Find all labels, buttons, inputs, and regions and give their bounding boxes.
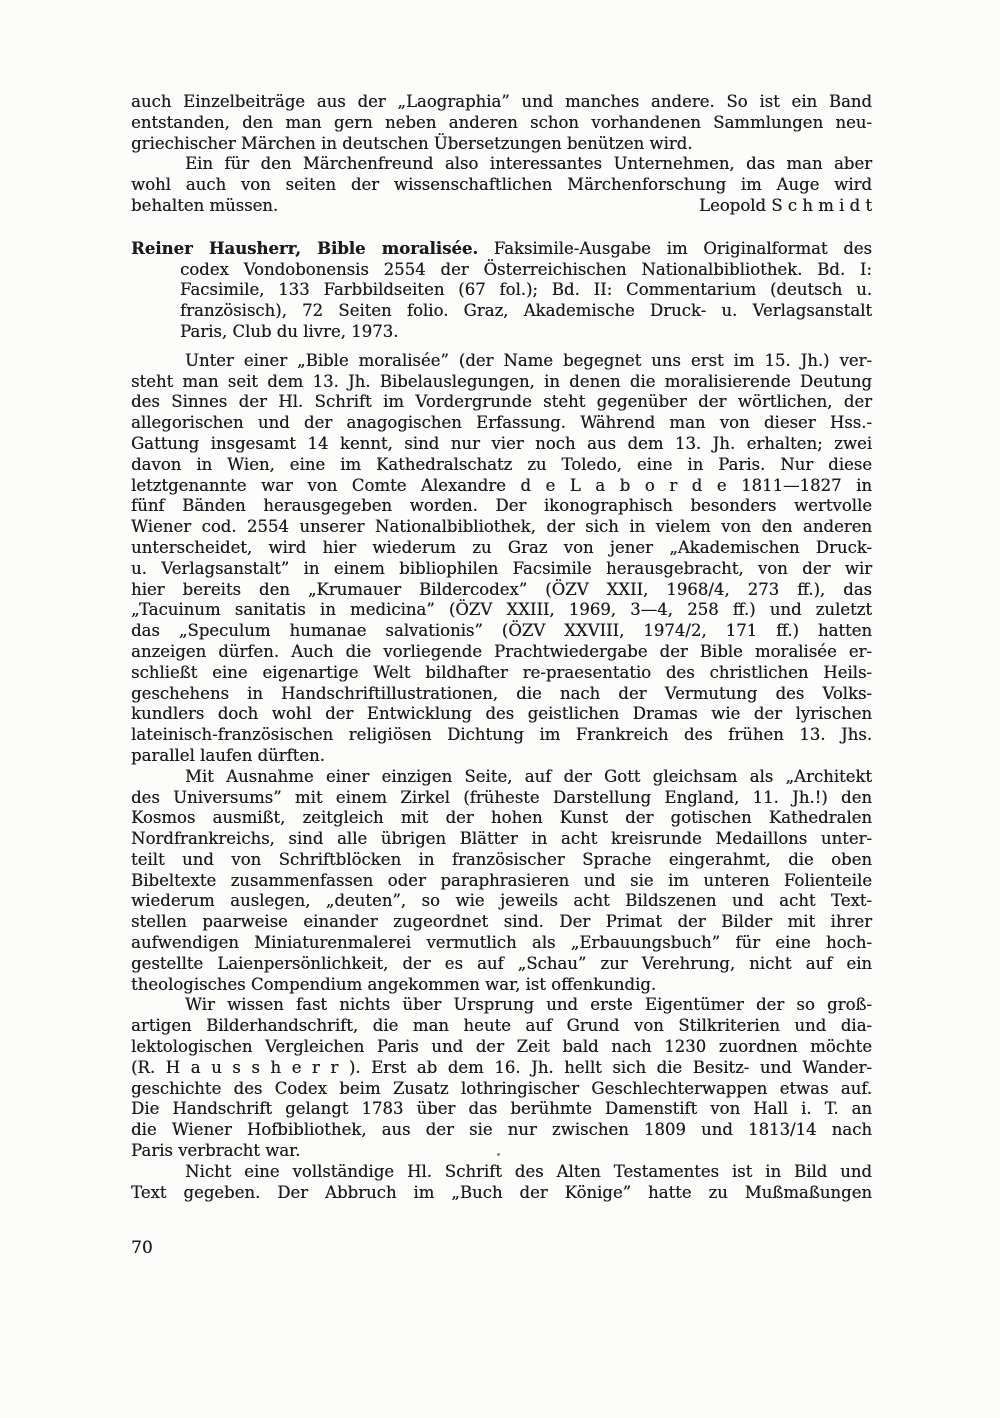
text-line: Paris, Club du livre, 1973. [180,321,399,341]
text-line: entstanden, den man gern neben anderen schon vorhandenen Sammlungen neu- [131,112,872,132]
text-line: steht man seit dem 13. Jh. Bibelauslegungen, in denen die moralisierende Deutung [131,371,872,391]
text-line: lateinisch-französischen religiösen Dichtung im Frankreich des frühen 13. Jhs. [131,725,872,745]
text-line: des Sinnes der Hl. Schrift im Vordergrunde steht gegenüber der wörtlichen, der [131,392,872,412]
text-line: Wiener cod. 2554 unserer Nationalbibliothek, der sich in vielem von den anderen [131,517,872,537]
text-line: Bibeltexte zusammenfassen oder paraphrasieren und sie im unteren Folienteile [131,870,872,890]
text-line: geschehens in Handschriftillustrationen, die nach der Vermutung des Volks- [131,683,872,703]
text-line: Die Handschrift gelangt 1783 über das berühmte Damenstift von Hall i. T. an [131,1099,872,1119]
review-paragraph-1 [131,351,872,767]
text-line: artigen Bilderhandschrift, die man heute auf Grund von Stilkriterien und dia- [131,1016,872,1036]
text-line: Gattung insgesamt 14 kennt, sind nur vier noch aus dem 13. Jh. erhalten; zwei [131,433,872,453]
text-line: (R. H a u s s h e r r ). Erst ab dem 16. Jh. hellt sich die Besitz- und Wander- [131,1057,872,1077]
text-line: des Universums” mit einem Zirkel (früheste Darstellung England, 11. Jh.!) den [131,787,872,807]
scan-speck [497,1153,500,1156]
text-line: Facsimile, 133 Farbbildseiten (67 fol.); Bd. II: Commentarium (deutsch u. [180,280,872,300]
text-line: allegorischen und der anagogischen Erfassung. Während man von dieser Hss.- [131,413,872,433]
text-line: unterscheidet, wird hier wiederum zu Graz von jener „Akademischen Druck- [131,537,872,557]
text-line: geschichte des Codex beim Zusatz lothringischer Geschlechterwappen etwas auf. [131,1078,872,1098]
line-left-text: behalten müssen. [131,195,279,215]
text-line: Unter einer „Bible moralisée” (der Name begegnet uns erst im 15. Jh.) ver- [185,350,872,370]
previous-review-closing-paragraph [131,92,872,154]
text-line: wohl auch von seiten der wissenschaftlichen Märchenforschung im Auge wird [131,175,872,195]
text-line: codex Vondobonensis 2554 der Österreichischen Nationalbibliothek. Bd. I: [180,259,872,279]
text-line: teilt und von Schriftblöcken in französischer Sprache eingerahmt, die oben [131,849,872,869]
text-line: Nordfrankreichs, sind alle übrigen Blätter in acht kreisrunde Medaillons unter- [131,829,872,849]
text-line: hier bereits den „Krumauer Bildercodex” (ÖZV XXII, 1968/4, 273 ff.), das [131,579,872,599]
text-line: letztgenannte war von Comte Alexandre d e L a b o r d e 1811—1827 in [131,475,872,495]
text-line: theologisches Compendium angekommen war, ist offenkundig. [131,974,657,994]
text-line: u. Verlagsanstalt” in einem bibliophilen Facsimile herausgebracht, von der wir [131,558,872,578]
text-block [131,92,872,1203]
text-line: lektologischen Vergleichen Paris und der Zeit bald nach 1230 zuordnen möchte [131,1037,872,1057]
text-line: schließt eine eigenartige Welt bildhafter re-praesentatio des christlichen Heils- [131,662,872,682]
text-line: französisch), 72 Seiten folio. Graz, Akademische Druck- u. Verlagsanstalt [180,301,872,321]
text-line: Wir wissen fast nichts über Ursprung und erste Eigentümer der so groß- [185,995,872,1015]
text-line [131,239,872,260]
text-line: anzeigen dürfen. Auch die vorliegende Prachtwiedergabe der Bible moralisée er- [131,641,872,661]
text-line: Kosmos ausmißt, zeitgleich mit der hohen Kunst der gotischen Kathedralen [131,808,872,828]
text-line: wiederum auslegen, „deuten”, so wie jeweils acht Bildszenen und acht Text- [131,891,872,911]
text-line: stellen paarweise einander zugeordnet sind. Der Primat der Bilder mit ihrer [131,912,872,932]
previous-review-signature-paragraph [131,154,872,216]
text-line: die Wiener Hofbibliothek, aus der sie nur zwischen 1809 und 1813/14 nach [131,1120,872,1140]
text-line: griechischer Märchen in deutschen Übersetzungen benützen wird. [131,133,693,153]
text-line: Ein für den Märchenfreund also interessantes Unternehmen, das man aber [185,154,872,174]
text-line [131,196,872,217]
text-line: aufwendigen Miniaturenmalerei vermutlich als „Erbauungsbuch” für eine hoch- [131,933,872,953]
text-line: auch Einzelbeiträge aus der „Laographia” und manches andere. So ist ein Band [131,92,872,111]
text-line: fünf Bänden herausgegeben worden. Der ikonographisch besonders wertvolle [131,496,872,516]
reviewer-signature: Leopold S c h m i d t [699,195,872,215]
text-line: kundlers doch wohl der Entwicklung des geistlichen Dramas wie der lyrischen [131,704,872,724]
text-line: davon in Wien, eine im Kathedralschatz zu Toledo, eine in Paris. Nur diese [131,454,872,474]
text-line: Mit Ausnahme einer einzigen Seite, auf der Gott gleichsam als „Architekt [185,766,872,786]
entry-author-and-title: Reiner Hausherr, Bible moralisée. [131,238,479,258]
text-line: „Tacuinum sanitatis in medicina” (ÖZV XXIII, 1969, 3—4, 258 ff.) und zuletzt [131,600,872,620]
page-number: 70 [131,1238,153,1258]
text-line: Nicht eine vollständige Hl. Schrift des Alten Testamentes ist in Bild und [185,1161,872,1181]
text-line: Text gegeben. Der Abbruch im „Buch der Könige” hatte zu Mußmaßungen [131,1182,872,1202]
entry-text-run: Faksimile-Ausgabe im Originalformat des [478,238,872,258]
review-paragraph-4 [131,1162,872,1204]
text-line: das „Speculum humanae salvationis” (ÖZV XXVIII, 1974/2, 171 ff.) hatten [131,621,872,641]
text-line: gestellte Laienpersönlichkeit, der es auf „Schau” zur Verehrung, nicht auf ein [131,953,872,973]
review-paragraph-3 [131,995,872,1161]
review-paragraph-2 [131,767,872,996]
bibliography-entry [131,239,872,343]
text-line: Paris verbracht war. [131,1141,301,1161]
text-line: parallel laufen dürften. [131,745,325,765]
